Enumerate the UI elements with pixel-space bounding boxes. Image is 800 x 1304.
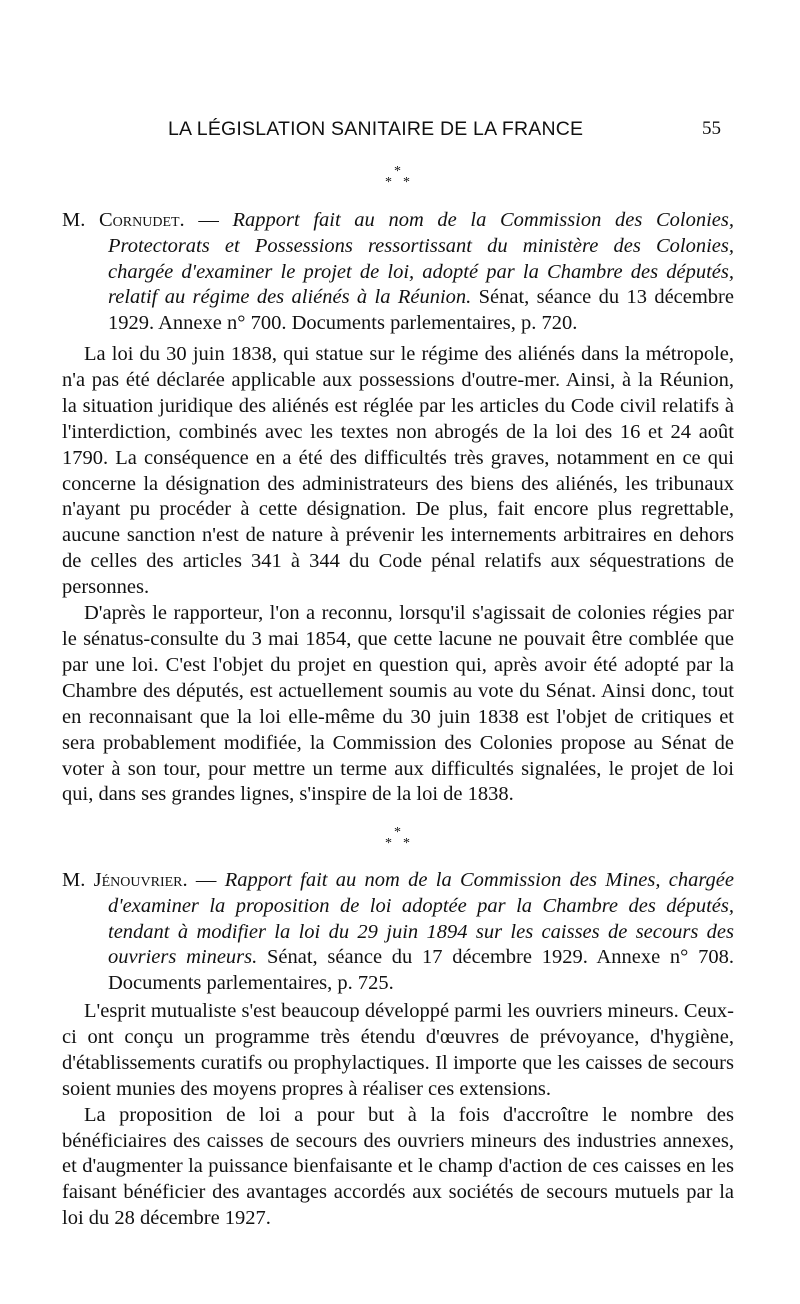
report-summary-1 [62,342,734,808]
citation-dash: — [184,209,233,231]
summary-paragraph: L'esprit mutualiste s'est beaucoup développé parmi les ouvriers mineurs. Ceux-ci ont conçu un programme très étendu d'œuvres de prévoyance, d'hygiène, d'établissements curatifs ou prophylactiques. Il importe que les caisses de secours soient munies des moyens propres à réaliser ces extensions. [62,1000,734,1100]
report-citation [62,208,734,337]
report-author: M. Cornudet. [62,209,185,231]
report-title: Rapport fait au nom de la Commission des Colonies, Protectorats et Possessions ressortissant du ministère des Colonies, chargée d'examiner le projet de loi, adopté par la Chambre des députés, relatif au régime des aliénés à la Réunion. [108,209,734,309]
summary-paragraph: La proposition de loi a pour but à la fois d'accroître le nombre des bénéficiaires des caisses de secours des ouvriers mineurs des industries annexes, et d'augmenter la puissance bienfaisante et le champ d'action de ces caisses en les faisant bénéficier des avantages accordés aux sociétés de secours mutuels par la loi du 28 décembre 1927. [62,1103,734,1230]
report-reference: Sénat, séance du 13 décembre 1929. Annexe n° 700. Documents parlementaires, p. 720. [108,286,734,335]
report-reference: Sénat, séance du 17 décembre 1929. Annexe n° 708. Documents parlementaires, p. 725. [108,946,735,995]
report-entry-2 [62,868,734,997]
running-title: LA LÉGISLATION SANITAIRE DE LA FRANCE [168,118,584,140]
summary-paragraph: La loi du 30 juin 1838, qui statue sur le régime des aliénés dans la métropole, n'a pas été déclarée applicable aux possessions d'outre-mer. Ainsi, à la Réunion, la situation juridique des aliénés est réglée par les articles du Code civil relatifs à l'interdiction, combinés avec les textes non abrogés de la loi des 16 et 24 août 1790. La conséquence en a été des difficultés très graves, notamment en ce qui concerne la désignation des administrateurs des biens des aliénés, les tribunaux n'ayant pu procéder à cette désignation. De plus, fait encore plus regrettable, aucune sanction n'est de nature à prévenir les internements arbitraires en dehors de celles des articles 341 à 344 du Code pénal relatifs aux séquestrations de personnes. [62,343,734,599]
report-entry-1 [62,208,734,337]
asterism-divider: * * * [385,164,410,190]
citation-dash: — [187,869,225,891]
report-summary-2 [62,999,734,1232]
report-author: M. Jénouvrier. [62,869,188,891]
page-number: 55 [702,118,721,139]
report-title: Rapport fait au nom de la Commission des Mines, chargée d'examiner la proposition de loi adoptée par la Chambre des députés, tendant à modifier la loi du 29 juin 1894 sur les caisses de secours des ouvriers mineurs. [108,869,735,969]
report-citation [62,868,734,997]
asterism-divider: * * * [385,825,410,851]
running-header [0,118,800,148]
summary-paragraph: D'après le rapporteur, l'on a reconnu, lorsqu'il s'agissait de colonies régies par le sénatus-consulte du 3 mai 1854, que cette lacune ne pouvait être comblée que par une loi. C'est l'objet du projet en question qui, après avoir été adopté par la Chambre des députés, est actuellement soumis au vote du Sénat. Ainsi donc, tout en reconnaisant que la loi elle-même du 30 juin 1838 est l'objet de critiques et sera probablement modifiée, la Commission des Colonies propose au Sénat de voter à son tour, pour mettre un terme aux difficultés signalées, le projet de loi qui, dans ses grandes lignes, s'inspire de la loi de 1838. [62,602,734,806]
